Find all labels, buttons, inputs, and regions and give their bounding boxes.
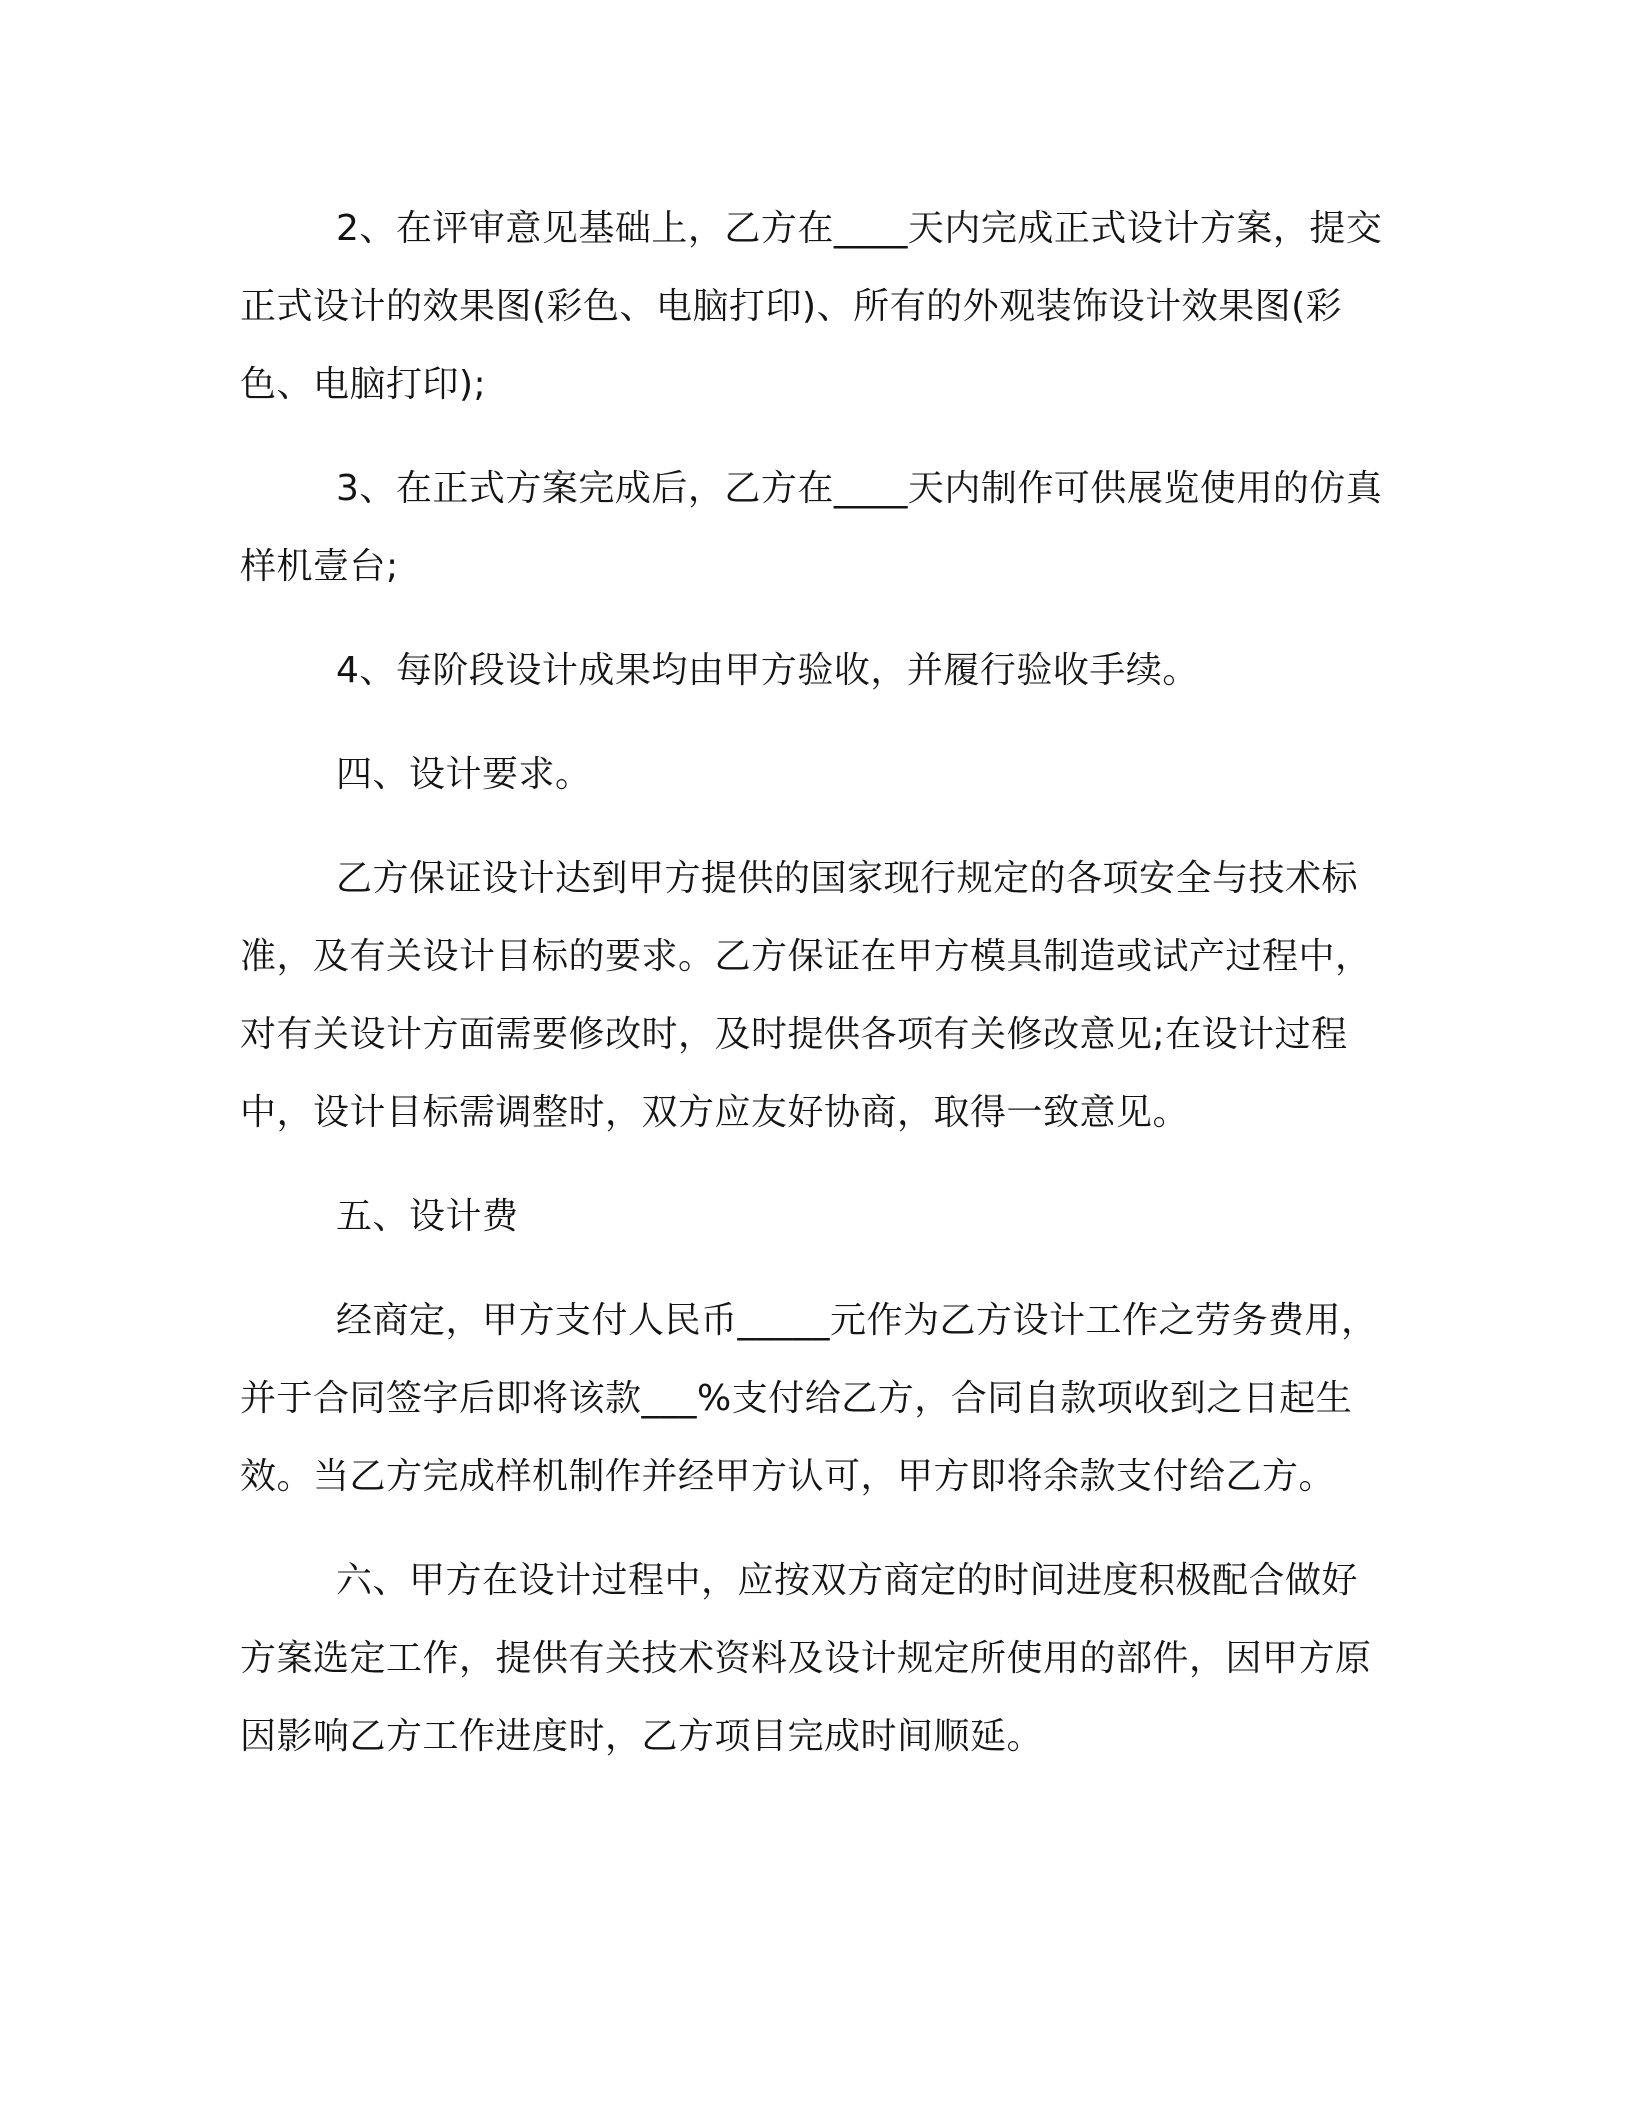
design-fee-paragraph: 经商定，甲方支付人民币_____元作为乙方设计工作之劳务费用，并于合同签字后即将该款___%支付给乙方，合同自款项收到之日起生效。当乙方完成样机制作并经甲方认可，甲方即将余款支付给乙方。	[240, 1300, 1378, 1497]
section-5-heading: 五、设计费	[336, 1196, 519, 1237]
clause-2-paragraph: 2、在评审意见基础上，乙方在____天内完成正式设计方案，提交正式设计的效果图(彩色、电脑打印)、所有的外观装饰设计效果图(彩色、电脑打印);	[240, 208, 1383, 405]
clause-3-paragraph: 3、在正式方案完成后，乙方在____天内制作可供展览使用的仿真样机壹台;	[240, 468, 1383, 587]
clause-4-paragraph: 4、每阶段设计成果均由甲方验收，并履行验收手续。	[336, 650, 1199, 691]
section-6-paragraph: 六、甲方在设计过程中，应按双方商定的时间进度积极配合做好方案选定工作，提供有关技术资料及设计规定所使用的部件，因甲方原因影响乙方工作进度时，乙方项目完成时间顺延。	[240, 1560, 1372, 1757]
section-4-heading: 四、设计要求。	[336, 754, 592, 795]
document-body	[240, 190, 1390, 1802]
design-requirements-paragraph: 乙方保证设计达到甲方提供的国家现行规定的各项安全与技术标准，及有关设计目标的要求。乙方保证在甲方模具制造或试产过程中，对有关设计方面需要修改时，及时提供各项有关修改意见;在设计过程中，设计目标需调整时，双方应友好协商，取得一致意见。	[240, 858, 1372, 1133]
